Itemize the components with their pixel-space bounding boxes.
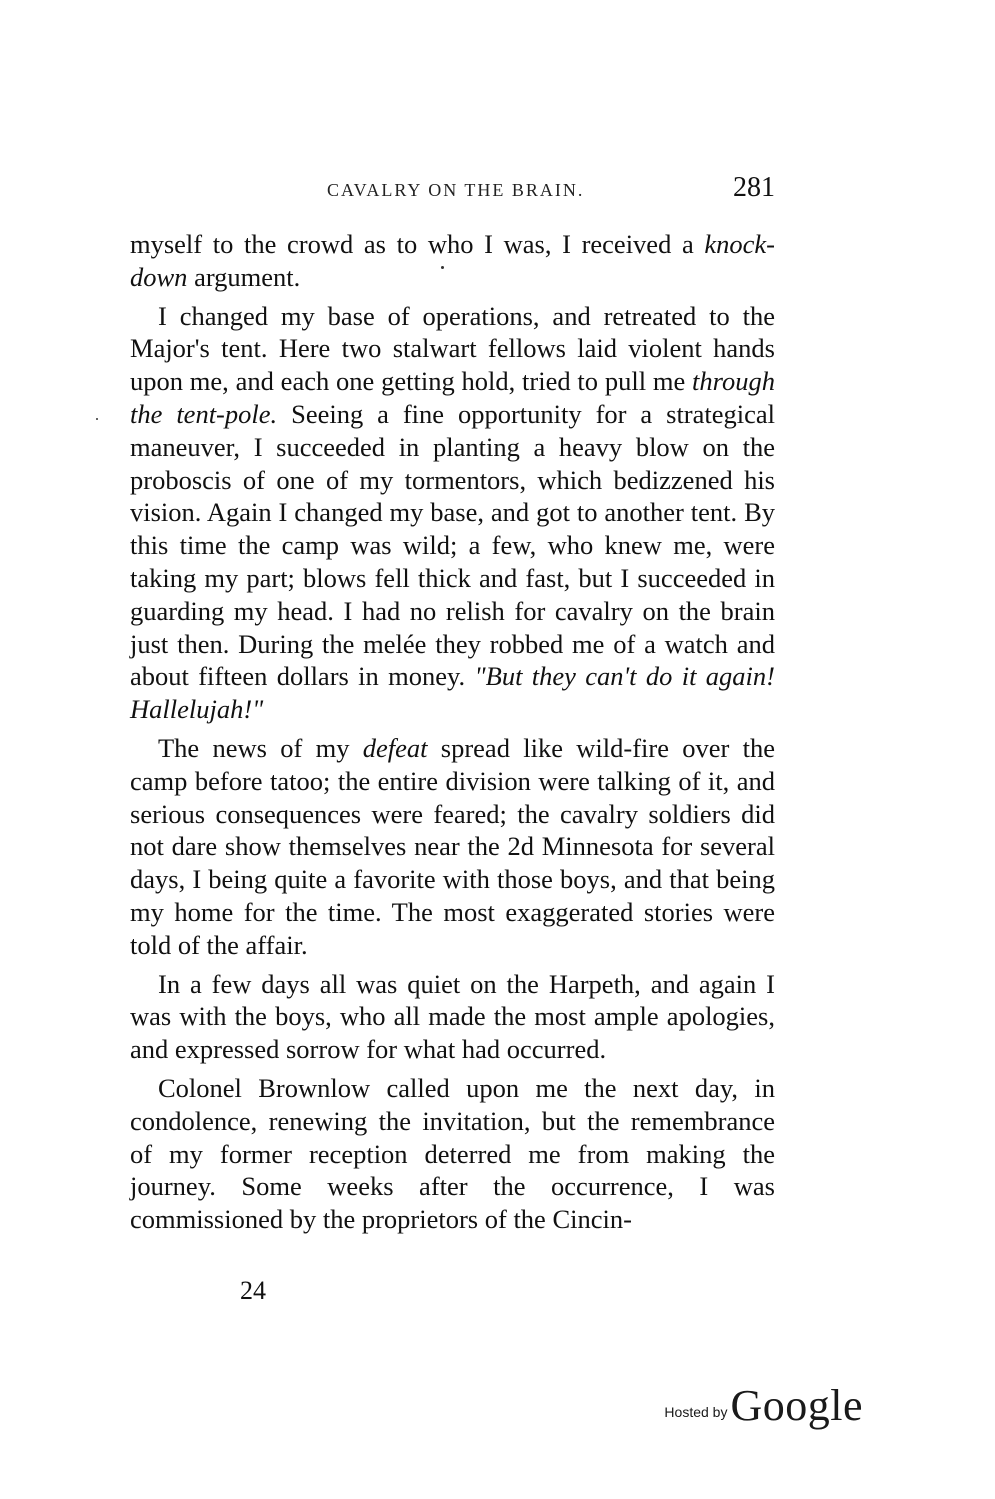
paragraph-5-segment-1: Colonel Brownlow called upon me the next day, in condolence, renewing the invitation, but the remembrance of my former reception deterred me from making the journey. Some weeks after the occurrence, I was commissioned by the proprietors of the Cincin- [130, 1072, 775, 1235]
watermark-hosted-label: Hosted by [664, 1404, 728, 1420]
body-text [130, 228, 775, 1236]
running-head [130, 172, 775, 212]
paragraph-2 [130, 300, 775, 726]
paragraph-3 [130, 732, 775, 962]
paragraph-2-italic-1: through the tent-pole. [130, 366, 775, 429]
google-logo: Google [730, 1381, 863, 1430]
paragraph-3-italic-1: defeat [362, 732, 428, 763]
ink-speck [441, 266, 444, 269]
signature-mark: 24 [240, 1276, 266, 1305]
paragraph-4-segment-1: In a few days all was quiet on the Harpeth, and again I was with the boys, who all made the most ample apologies, and expressed sorrow for what had occurred. [130, 968, 775, 1065]
paragraph-3-segment-3: spread like wild-fire over the camp before tatoo; the entire division were talking of it, and serious consequences were feared; the cavalry soldiers did not dare show themselves near the 2d Minnesota for several days, I being quite a favorite with those boys, and that being my home for the time. The most exaggerated stories were told of the affair. [130, 732, 775, 960]
paragraph-1-segment-1: myself to the crowd as to who I was, I received a [130, 229, 705, 259]
paragraph-4 [130, 968, 775, 1066]
paragraph-3-segment-1: The news of my [158, 732, 363, 763]
paragraph-5 [130, 1072, 775, 1236]
running-title: CAVALRY ON THE BRAIN. [327, 180, 585, 200]
ink-speck [96, 418, 98, 420]
paragraph-2-italic-2: "But they can't do it again! Hallelujah!" [130, 661, 775, 725]
page-number: 281 [733, 172, 775, 203]
hosted-by-google-watermark [664, 1380, 863, 1428]
paragraph-1 [130, 228, 775, 294]
paragraph-1-segment-3: argument. [187, 261, 301, 292]
paragraph-2-segment-3: Seeing a fine opportunity for a strategical maneuver, I succeeded in planting a heavy blow on the proboscis of one of my tormentors, which bedizzened his vision. Again I changed my base, and got to another tent. By this time the camp was wild; a few, who knew me, were taking my part; blows fell thick and fast, but I succeeded in guarding my head. I had no relish for cavalry on the brain just then. During the melée they robbed me of a watch and about fifteen dollars in money. [130, 398, 776, 692]
paragraph-2-segment-1: I changed my base of operations, and retreated to the Major's tent. Here two stalwart fellows laid violent hands upon me, and each one getting hold, tried to pull me [130, 300, 775, 397]
paragraph-1-italic-1: knock-down [130, 229, 775, 292]
